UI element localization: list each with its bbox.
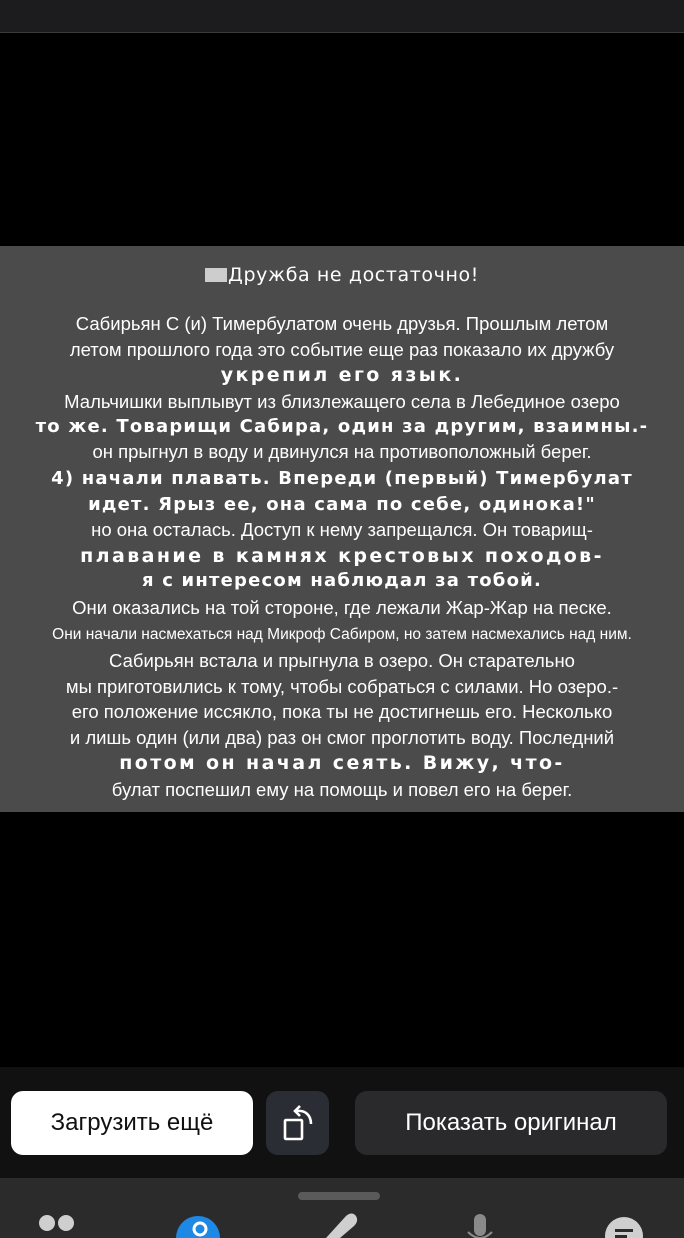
text-line: Мальчишки выплывут из близлежащего села в Лебединое озеро [64,391,620,412]
show-original-label: Показать оригинал [405,1109,617,1136]
text-line: плавание в камнях крестовых походов- [80,545,604,567]
top-bar [0,0,684,33]
lens-icon[interactable] [176,1212,220,1238]
translated-title-text: Дружба не достаточно! [228,264,479,286]
text-line: потом он начал сеять. Вижу, что- [119,752,565,774]
artifact-glyph [205,268,227,282]
text-line: Сабирьян встала и прыгнула в озеро. Он старательно [109,650,575,671]
load-more-label: Загрузить ещё [50,1109,214,1136]
text-line: и лишь один (или два) раз он смог проглотить воду. Последний [69,727,615,748]
text-line: то же. Товарищи Сабира, один за другим, взаимны.- [35,416,649,437]
rotate-button[interactable] [266,1091,329,1155]
text-line: Они оказались на той стороне, где лежали Жар-Жар на песке. [72,597,612,618]
text-line: но она осталась. Доступ к нему запрещался. Он товарищ- [91,519,593,540]
drag-handle[interactable] [298,1192,380,1200]
pen-icon[interactable] [318,1212,362,1238]
text-line: я с интересом наблюдал за тобой. [142,570,542,591]
text-line: он прыгнул в воду и двинулся на противоположный берег. [92,441,592,462]
mic-icon[interactable] [464,1212,496,1238]
load-more-button[interactable] [11,1091,253,1155]
text-line: летом прошлого года это событие еще раз показало их дружбу [69,339,615,360]
text-line: мы приготовились к тому, чтобы собраться с силами. Но озеро.- [65,676,619,697]
text-line: 4) начали плавать. Впереди (первый) Тимербулат [51,468,633,489]
text-line: булат поспешил ему на помощь и повел его на берег. [111,779,573,800]
chat-icon[interactable] [602,1212,646,1238]
text-line: идет. Ярыз ее, она сама по себе, одинока!" [88,494,596,515]
text-line: Они начали насмехаться над Микроф Сабиром, но затем насмехались над ним. [52,626,632,643]
show-original-button[interactable] [355,1091,667,1155]
apps-icon[interactable] [38,1212,76,1238]
text-line: его положение иссякло, пока ты не достигнешь его. Несколько [71,701,613,722]
rotate-icon [280,1103,316,1143]
text-line: Сабирьян С (и) Тимербулатом очень друзья. Прошлым летом [75,313,609,334]
translated-title [0,264,684,286]
text-line: укрепил его язык. [220,364,464,386]
